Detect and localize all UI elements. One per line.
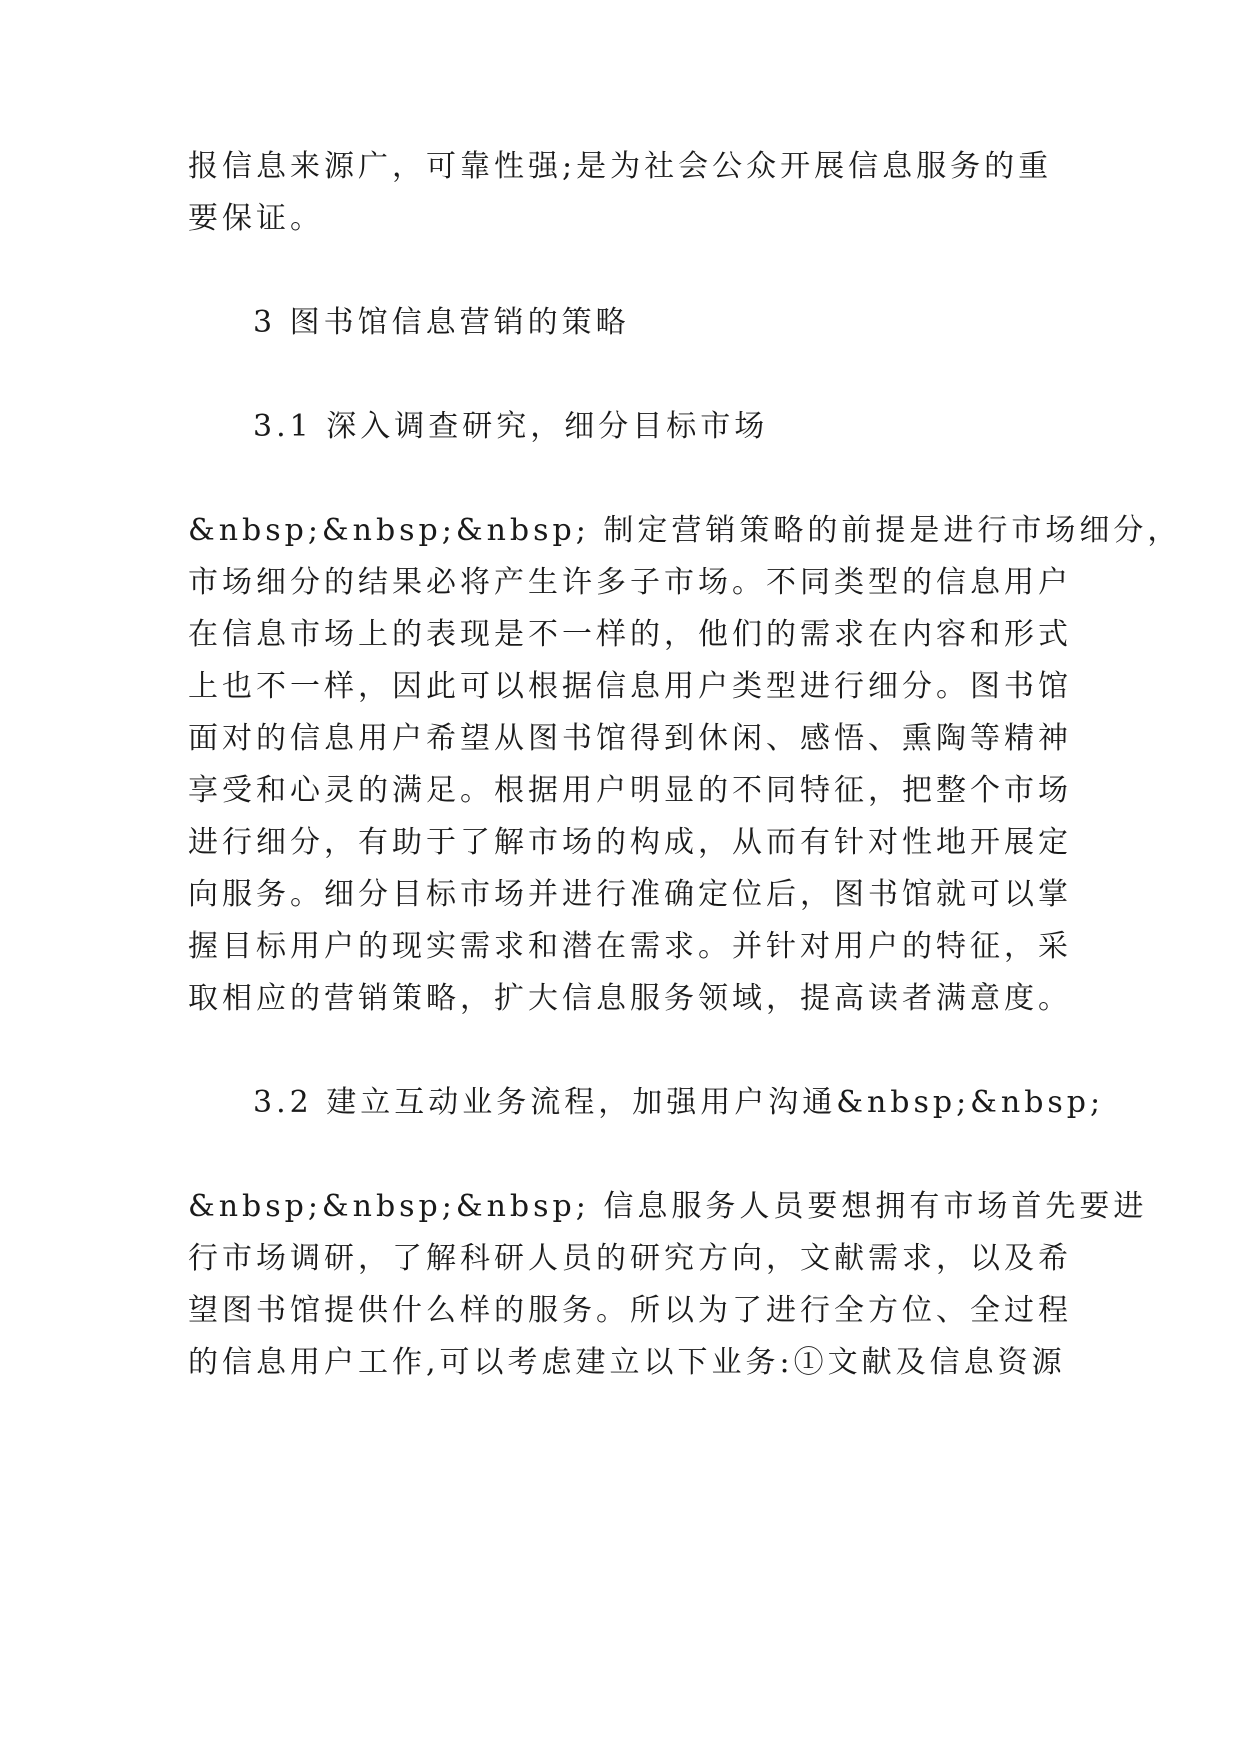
body-line: 享受和心灵的满足。根据用户明显的不同特征，把整个市场 — [188, 773, 1072, 808]
body-line: &nbsp;&nbsp;&nbsp; 信息服务人员要想拥有市场首先要进 — [188, 1189, 1148, 1224]
body-line: 进行细分，有助于了解市场的构成，从而有针对性地开展定 — [188, 825, 1072, 860]
subsection-heading: 3.2 建立互动业务流程，加强用户沟通&nbsp;&nbsp; — [253, 1085, 1105, 1120]
subsection-heading: 3.1 深入调查研究，细分目标市场 — [253, 409, 769, 444]
body-line: 报信息来源广，可靠性强;是为社会公众开展信息服务的重 — [188, 149, 1053, 184]
body-line: 的信息用户工作,可以考虑建立以下业务:①文献及信息资源 — [188, 1345, 1066, 1380]
section-heading: 3 图书馆信息营销的策略 — [253, 305, 630, 340]
body-line: 望图书馆提供什么样的服务。所以为了进行全方位、全过程 — [188, 1293, 1072, 1328]
body-line: 在信息市场上的表现是不一样的，他们的需求在内容和形式 — [188, 617, 1072, 652]
body-line: 取相应的营销策略，扩大信息服务领域，提高读者满意度。 — [188, 981, 1072, 1016]
body-line: 市场细分的结果必将产生许多子市场。不同类型的信息用户 — [188, 565, 1072, 600]
body-line: 要保证。 — [188, 201, 324, 236]
body-line: 面对的信息用户希望从图书馆得到休闲、感悟、熏陶等精神 — [188, 721, 1072, 756]
body-line: &nbsp;&nbsp;&nbsp; 制定营销策略的前提是进行市场细分， — [188, 513, 1182, 548]
body-line: 向服务。细分目标市场并进行准确定位后，图书馆就可以掌 — [188, 877, 1072, 912]
body-line: 握目标用户的现实需求和潜在需求。并针对用户的特征，采 — [188, 929, 1072, 964]
body-line: 上也不一样，因此可以根据信息用户类型进行细分。图书馆 — [188, 669, 1072, 704]
body-line: 行市场调研，了解科研人员的研究方向，文献需求，以及希 — [188, 1241, 1072, 1276]
